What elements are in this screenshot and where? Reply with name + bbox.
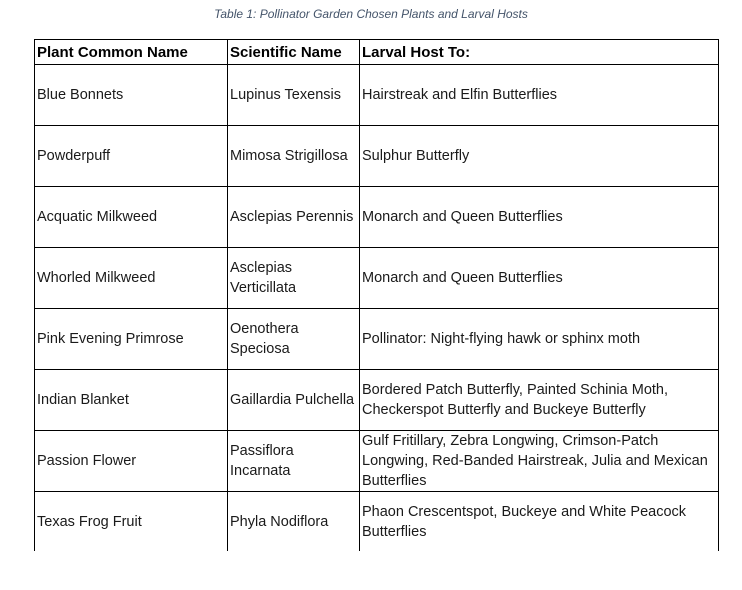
- cell-scientific-name: Passiflora Incarnata: [228, 431, 360, 492]
- cell-larval-host: Pollinator: Night-flying hawk or sphinx moth: [360, 309, 719, 370]
- header-plant-common-name: Plant Common Name: [35, 40, 228, 65]
- cell-common-name: Passion Flower: [35, 431, 228, 492]
- cell-scientific-name: Oenothera Speciosa: [228, 309, 360, 370]
- cell-common-name: Pink Evening Primrose: [35, 309, 228, 370]
- table-row: [35, 248, 719, 309]
- cell-scientific-name: Asclepias Verticillata: [228, 248, 360, 309]
- cell-common-name: Indian Blanket: [35, 370, 228, 431]
- table-row: [35, 126, 719, 187]
- pollinator-plants-table: [34, 39, 719, 551]
- cell-larval-host: Monarch and Queen Butterflies: [360, 248, 719, 309]
- table-row: [35, 431, 719, 492]
- cell-common-name: Whorled Milkweed: [35, 248, 228, 309]
- cell-common-name: Powderpuff: [35, 126, 228, 187]
- cell-larval-host: Monarch and Queen Butterflies: [360, 187, 719, 248]
- cell-common-name: Texas Frog Fruit: [35, 492, 228, 552]
- cell-scientific-name: Lupinus Texensis: [228, 65, 360, 126]
- table-row: [35, 370, 719, 431]
- cell-scientific-name: Mimosa Strigillosa: [228, 126, 360, 187]
- cell-common-name: Acquatic Milkweed: [35, 187, 228, 248]
- table-row: [35, 65, 719, 126]
- cell-scientific-name: Asclepias Perennis: [228, 187, 360, 248]
- cell-larval-host: Bordered Patch Butterfly, Painted Schinia Moth, Checkerspot Butterfly and Buckeye Butterfly: [360, 370, 719, 431]
- cell-larval-host: Gulf Fritillary, Zebra Longwing, Crimson-Patch Longwing, Red-Banded Hairstreak, Julia and Mexican Butterflies: [360, 431, 719, 492]
- table-row: [35, 309, 719, 370]
- header-larval-host: Larval Host To:: [360, 40, 719, 65]
- cell-scientific-name: Phyla Nodiflora: [228, 492, 360, 552]
- table-header-row: [35, 40, 719, 65]
- cell-scientific-name: Gaillardia Pulchella: [228, 370, 360, 431]
- table-row: [35, 492, 719, 552]
- cell-common-name: Blue Bonnets: [35, 65, 228, 126]
- cell-larval-host: Sulphur Butterfly: [360, 126, 719, 187]
- header-scientific-name: Scientific Name: [228, 40, 360, 65]
- cell-larval-host: Phaon Crescentspot, Buckeye and White Peacock Butterflies: [360, 492, 719, 552]
- table-caption: Table 1: Pollinator Garden Chosen Plants and Larval Hosts: [214, 7, 528, 21]
- cell-larval-host: Hairstreak and Elfin Butterflies: [360, 65, 719, 126]
- table-row: [35, 187, 719, 248]
